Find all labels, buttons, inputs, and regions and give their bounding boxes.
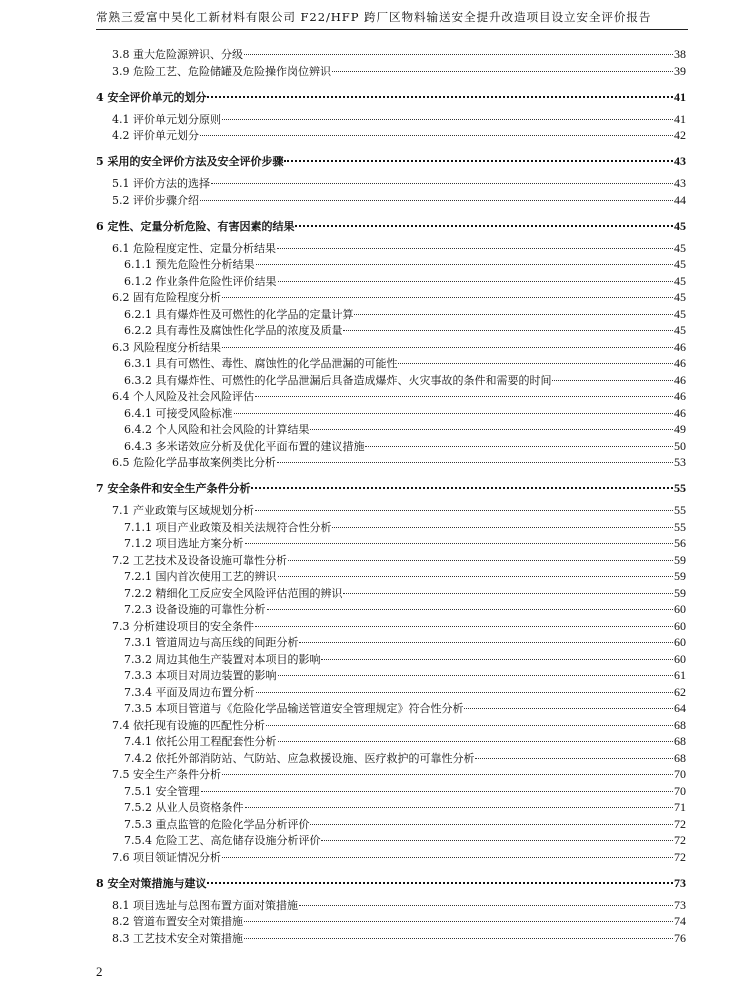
toc-entry-page: 59 — [674, 569, 686, 583]
toc-entry-page: 41 — [674, 111, 686, 126]
toc-entry[interactable] — [96, 273, 686, 290]
toc-entry-page: 68 — [674, 750, 686, 765]
toc-entry[interactable] — [96, 849, 686, 866]
toc-entry-page: 60 — [674, 602, 686, 616]
toc-entry-page: 60 — [674, 651, 686, 666]
toc-entry-title: 7.6 项目领证情况分析 — [112, 850, 221, 864]
toc-entry[interactable] — [96, 601, 686, 618]
toc-leader-dots — [277, 462, 673, 463]
toc-chapter-entry[interactable] — [96, 218, 686, 235]
toc-chapter-entry[interactable] — [96, 875, 686, 892]
toc-entry-page: 55 — [674, 481, 686, 495]
toc-entry[interactable] — [96, 634, 686, 651]
toc-entry[interactable] — [96, 684, 686, 701]
toc-entry-title: 8.1 项目选址与总图布置方面对策措施 — [112, 898, 298, 912]
toc-entry-page: 56 — [674, 536, 686, 550]
toc-leader-dots — [278, 281, 674, 282]
toc-leader-dots — [234, 413, 674, 414]
toc-entry[interactable] — [96, 322, 686, 339]
toc-leader-dots — [201, 791, 674, 792]
toc-chapter-entry[interactable] — [96, 480, 686, 497]
toc-leader-dots — [200, 200, 673, 201]
toc-entry[interactable] — [96, 256, 686, 273]
toc-entry-title: 7.4 依托现有设施的匹配性分析 — [112, 718, 265, 732]
toc-entry-title: 5 采用的安全评价方法及安全评价步骤 — [96, 155, 284, 168]
toc-leader-dots — [284, 160, 673, 162]
toc-leader-dots — [552, 380, 673, 381]
toc-entry-title: 4 安全评价单元的划分 — [96, 90, 207, 104]
toc-leader-dots — [277, 248, 673, 249]
toc-entry-title: 7 安全条件和安全生产条件分析 — [96, 482, 251, 495]
toc-entry-page: 39 — [674, 63, 686, 78]
toc-entry-title: 6.5 危险化学品事故案例类比分析 — [112, 456, 276, 469]
toc-entry-page: 72 — [674, 849, 686, 864]
toc-entry[interactable] — [96, 568, 686, 585]
toc-entry[interactable] — [96, 651, 686, 668]
toc-entry-title: 7.3.3 本项目对周边装置的影响 — [124, 669, 277, 682]
toc-entry-title: 8.3 工艺技术安全对策措施 — [112, 931, 243, 945]
toc-entry-page: 59 — [674, 585, 686, 600]
toc-entry[interactable] — [96, 289, 686, 306]
toc-entry-title: 8 安全对策措施与建议 — [96, 876, 207, 890]
toc-entry-page: 73 — [674, 875, 686, 890]
toc-leader-dots — [278, 576, 674, 577]
toc-entry-page: 55 — [674, 519, 686, 534]
toc-entry-title: 3.8 重大危险源辨识、分级 — [112, 48, 243, 61]
toc-entry[interactable] — [96, 585, 686, 602]
toc-entry[interactable] — [96, 454, 686, 471]
toc-entry-page: 61 — [674, 668, 686, 682]
toc-entry-page: 46 — [674, 389, 686, 403]
toc-entry[interactable] — [96, 913, 686, 930]
toc-entry-page: 42 — [674, 128, 686, 142]
toc-entry-title: 6.2 固有危险程度分析 — [112, 291, 221, 304]
toc-entry[interactable] — [96, 355, 686, 372]
toc-entry[interactable] — [96, 766, 686, 783]
toc-entry[interactable] — [96, 438, 686, 455]
toc-entry[interactable] — [96, 930, 686, 947]
toc-leader-dots — [343, 330, 673, 331]
toc-entry-title: 7.4.2 依托外部消防站、气防站、应急救援设施、医疗救护的可靠性分析 — [124, 751, 475, 765]
toc-leader-dots — [255, 396, 673, 397]
header-rule — [96, 29, 688, 30]
toc-leader-dots — [244, 54, 673, 55]
toc-entry-page: 70 — [674, 767, 686, 781]
toc-entry[interactable] — [96, 816, 686, 833]
toc-entry-title: 7.3.4 平面及周边布置分析 — [124, 685, 255, 699]
toc-entry-title: 6.2.2 具有毒性及腐蚀性化学品的浓度及质量 — [124, 324, 343, 337]
toc-leader-dots — [244, 938, 673, 939]
toc-entry-title: 5.1 评价方法的选择 — [112, 177, 210, 190]
toc-chapter-entry[interactable] — [96, 153, 686, 170]
toc-leader-dots — [211, 183, 673, 184]
toc-entry-page: 45 — [674, 306, 686, 321]
toc-entry-page: 73 — [674, 897, 686, 912]
toc-entry-title: 6.1 危险程度定性、定量分析结果 — [112, 241, 276, 255]
toc-entry-title: 6.2.1 具有爆炸性及可燃性的化学品的定量计算 — [124, 307, 354, 321]
toc-leader-dots — [464, 708, 673, 709]
toc-entry-title: 7.5.4 危险工艺、高危储存设施分析评价 — [124, 834, 321, 847]
toc-leader-dots — [321, 840, 673, 841]
toc-entry[interactable] — [96, 175, 686, 192]
toc-leader-dots — [295, 225, 673, 227]
toc-entry-page: 45 — [674, 240, 686, 255]
toc-entry-page: 45 — [674, 290, 686, 304]
toc-entry[interactable] — [96, 733, 686, 750]
toc-entry-page: 70 — [674, 783, 686, 798]
toc-entry-page: 45 — [674, 273, 686, 288]
toc-chapter-entry[interactable] — [96, 89, 686, 106]
toc-entry-title: 7.1.2 项目选址方案分析 — [124, 537, 244, 550]
toc-leader-dots — [222, 297, 673, 298]
toc-entry[interactable] — [96, 519, 686, 536]
toc-entry-page: 72 — [674, 816, 686, 831]
toc-leader-dots — [288, 560, 673, 561]
toc-entry[interactable] — [96, 421, 686, 438]
toc-entry-page: 45 — [674, 257, 686, 271]
toc-entry-page: 44 — [674, 192, 686, 207]
toc-leader-dots — [267, 609, 674, 610]
toc-entry-title: 6.3 风险程度分析结果 — [112, 340, 221, 354]
toc-leader-dots — [278, 675, 674, 676]
toc-entry-title: 6.3.1 具有可燃性、毒性、腐蚀性的化学品泄漏的可能性 — [124, 357, 398, 370]
toc-entry-title: 6 定性、定量分析危险、有害因素的结果 — [96, 219, 295, 233]
toc-leader-dots — [299, 905, 673, 906]
toc-entry-title: 8.2 管道布置安全对策措施 — [112, 915, 243, 928]
toc-entry-title: 5.2 评价步骤介绍 — [112, 193, 199, 207]
toc-entry-page: 38 — [674, 47, 686, 61]
toc-entry-page: 62 — [674, 684, 686, 699]
toc-entry-title: 6.4.2 个人风险和社会风险的计算结果 — [124, 423, 310, 436]
toc-entry-title: 7.5.3 重点监管的危险化学品分析评价 — [124, 817, 310, 831]
toc-leader-dots — [245, 807, 674, 808]
toc-entry-title: 7.1.1 项目产业政策及相关法规符合性分析 — [124, 520, 332, 534]
toc-entry[interactable] — [96, 240, 686, 257]
toc-entry[interactable] — [96, 63, 686, 80]
toc-entry-title: 7.5.1 安全管理 — [124, 784, 200, 798]
toc-entry-title: 7.5 安全生产条件分析 — [112, 768, 221, 781]
toc-entry-page: 46 — [674, 356, 686, 370]
toc-entry-page: 68 — [674, 717, 686, 732]
toc-leader-dots — [332, 71, 673, 72]
toc-entry-page: 68 — [674, 734, 686, 748]
toc-leader-dots — [244, 921, 673, 922]
toc-entry[interactable] — [96, 405, 686, 422]
toc-entry[interactable] — [96, 618, 686, 635]
toc-entry-page: 50 — [674, 438, 686, 453]
toc-entry-title: 4.1 评价单元划分原则 — [112, 112, 221, 126]
toc-entry-title: 7.5.2 从业人员资格条件 — [124, 801, 244, 814]
toc-leader-dots — [251, 487, 673, 489]
toc-entry[interactable] — [96, 717, 686, 734]
toc-entry[interactable] — [96, 111, 686, 128]
toc-leader-dots — [255, 626, 673, 627]
toc-entry-title: 6.3.2 具有爆炸性、可燃性的化学品泄漏后具备造成爆炸、火灾事故的条件和需要的时间 — [124, 373, 552, 387]
toc-entry-title: 6.1.2 作业条件危险性评价结果 — [124, 274, 277, 288]
toc-leader-dots — [222, 119, 673, 120]
toc-entry-title: 7.3.5 本项目管道与《危险化学品输送管道安全管理规定》符合性分析 — [124, 702, 464, 715]
toc-entry[interactable] — [96, 667, 686, 684]
toc-entry[interactable] — [96, 306, 686, 323]
toc-entry-page: 41 — [674, 89, 686, 104]
toc-leader-dots — [343, 593, 673, 594]
toc-leader-dots — [321, 659, 673, 660]
toc-entry[interactable] — [96, 535, 686, 552]
toc-leader-dots — [222, 857, 673, 858]
toc-leader-dots — [200, 135, 673, 136]
toc-leader-dots — [278, 741, 674, 742]
toc-entry-title: 6.1.1 预先危险性分析结果 — [124, 258, 255, 271]
toc-entry[interactable] — [96, 799, 686, 816]
toc-entry-title: 7.2.1 国内首次使用工艺的辨识 — [124, 570, 277, 583]
toc-entry-page: 43 — [674, 154, 686, 168]
toc-leader-dots — [207, 96, 673, 98]
toc-leader-dots — [398, 363, 673, 364]
toc-entry-page: 46 — [674, 405, 686, 420]
toc-entry-title: 6.4 个人风险及社会风险评估 — [112, 390, 254, 403]
toc-entry[interactable] — [96, 832, 686, 849]
toc-leader-dots — [256, 264, 674, 265]
toc-leader-dots — [255, 510, 673, 511]
toc-leader-dots — [332, 527, 673, 528]
toc-entry[interactable] — [96, 552, 686, 569]
toc-leader-dots — [222, 774, 673, 775]
toc-entry-page: 64 — [674, 701, 686, 715]
toc-entry-page: 45 — [674, 218, 686, 233]
table-of-contents — [96, 46, 686, 946]
toc-entry-page: 72 — [674, 833, 686, 847]
toc-entry-page: 71 — [674, 800, 686, 814]
toc-entry-title: 6.4.1 可接受风险标准 — [124, 406, 233, 420]
toc-leader-dots — [365, 446, 673, 447]
toc-entry-title: 7.2 工艺技术及设备设施可靠性分析 — [112, 553, 287, 567]
toc-entry-page: 49 — [674, 422, 686, 436]
toc-entry-page: 46 — [674, 372, 686, 387]
toc-leader-dots — [222, 347, 673, 348]
toc-entry-title: 7.2.3 设备设施的可靠性分析 — [124, 603, 266, 616]
toc-entry-page: 60 — [674, 635, 686, 649]
toc-leader-dots — [256, 692, 674, 693]
toc-entry-page: 74 — [674, 914, 686, 928]
toc-entry[interactable] — [96, 502, 686, 519]
toc-entry-title: 7.1 产业政策与区域规划分析 — [112, 504, 254, 517]
toc-entry-page: 53 — [674, 455, 686, 469]
toc-entry-title: 3.9 危险工艺、危险储罐及危险操作岗位辨识 — [112, 64, 331, 78]
toc-entry-page: 46 — [674, 339, 686, 354]
toc-entry-title: 7.4.1 依托公用工程配套性分析 — [124, 735, 277, 748]
toc-entry[interactable] — [96, 46, 686, 63]
toc-leader-dots — [299, 642, 673, 643]
toc-entry[interactable] — [96, 897, 686, 914]
toc-leader-dots — [475, 758, 673, 759]
toc-entry[interactable] — [96, 192, 686, 209]
toc-entry-title: 7.3.1 管道周边与高压线的间距分析 — [124, 636, 299, 649]
running-header: 常熟三爱富中昊化工新材料有限公司 F22/HFP 跨厂区物料输送安全提升改造项目设立安全评价报告 — [96, 10, 652, 24]
toc-entry-title: 7.3.2 周边其他生产装置对本项目的影响 — [124, 652, 321, 666]
toc-leader-dots — [245, 543, 674, 544]
toc-leader-dots — [354, 314, 673, 315]
toc-entry[interactable] — [96, 388, 686, 405]
toc-entry-page: 43 — [674, 176, 686, 190]
toc-entry-page: 76 — [674, 930, 686, 945]
toc-entry[interactable] — [96, 750, 686, 767]
toc-leader-dots — [266, 725, 673, 726]
toc-entry-page: 45 — [674, 323, 686, 337]
toc-leader-dots — [207, 882, 673, 884]
toc-entry[interactable] — [96, 700, 686, 717]
toc-entry-title: 7.3 分析建设项目的安全条件 — [112, 619, 254, 633]
toc-entry-page: 59 — [674, 552, 686, 567]
toc-entry-title: 7.2.2 精细化工反应安全风险评估范围的辨识 — [124, 586, 343, 600]
toc-entry-page: 60 — [674, 618, 686, 633]
toc-leader-dots — [310, 429, 673, 430]
toc-entry[interactable] — [96, 372, 686, 389]
toc-entry[interactable] — [96, 339, 686, 356]
toc-entry-title: 6.4.3 多米诺效应分析及优化平面布置的建议措施 — [124, 439, 365, 453]
page-number: 2 — [96, 964, 103, 979]
toc-leader-dots — [310, 824, 673, 825]
toc-entry[interactable] — [96, 783, 686, 800]
toc-entry[interactable] — [96, 127, 686, 144]
toc-entry-page: 55 — [674, 503, 686, 517]
toc-entry-title: 4.2 评价单元划分 — [112, 129, 199, 142]
